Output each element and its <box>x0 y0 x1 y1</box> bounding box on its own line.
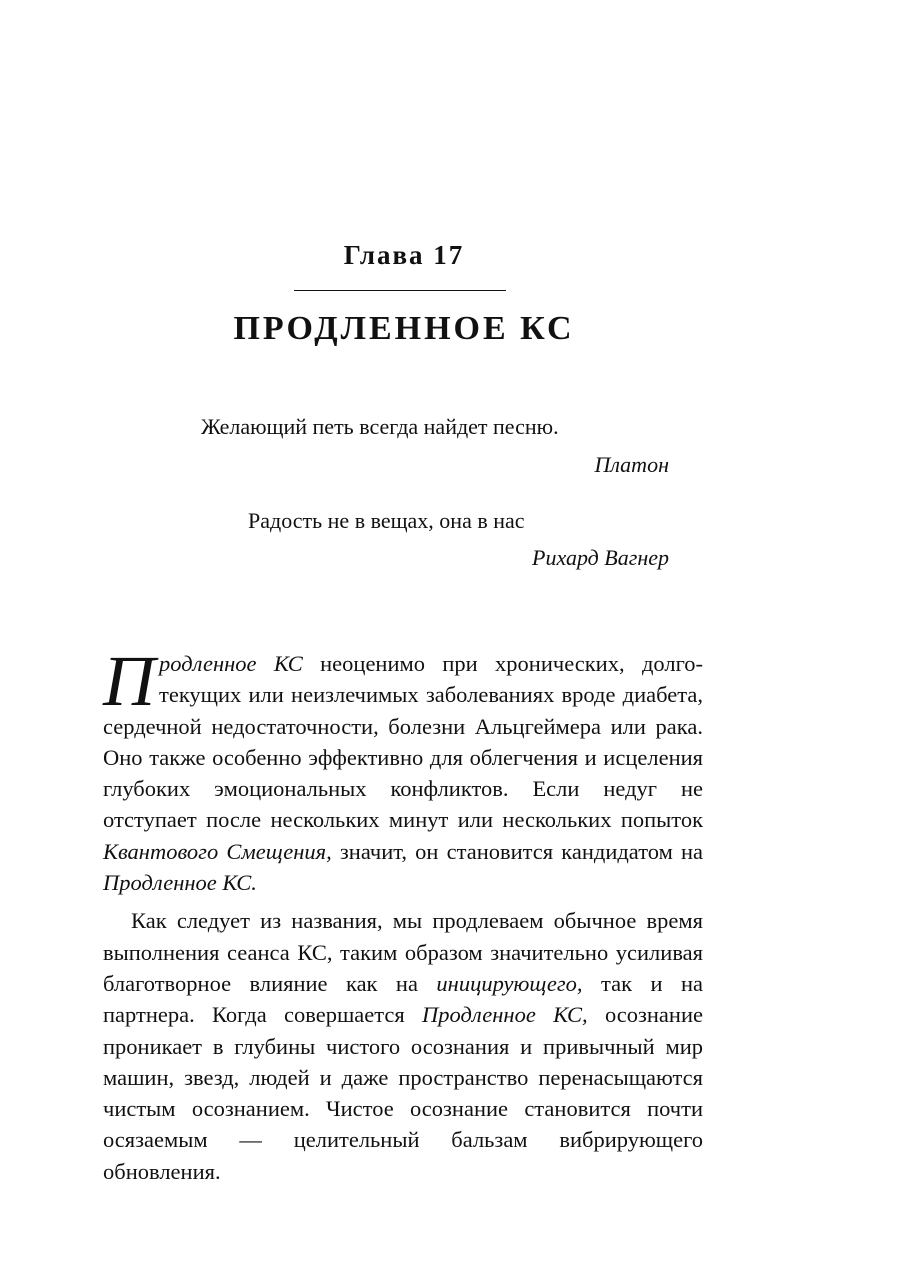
paragraph-2-text-c: осознание проникает в глубины чистого осознания и привычный мир машин, звезд, людей и даже пространство перенасыщаются чистым осознанием. Чистое осознание становится почти осязаемым — целительный бальзам вибрирующего обновления. <box>103 1002 703 1184</box>
chapter-title: ПРОДЛЕННОЕ КС <box>233 310 575 347</box>
term-extended-qs: родленное КС <box>159 651 303 676</box>
epigraph-author-2: Рихард Вагнер <box>532 545 669 570</box>
paragraph-2 <box>103 905 703 1187</box>
term-initiator: иницирующего, <box>436 970 583 996</box>
paragraph-2-text-a: Как следует из названия, мы продлеваем обычное время выполнения сеанса КС, таким образом значительно усиливая благотворное влияние как на <box>103 908 703 996</box>
term-extended-qs-3: Продленное КС, <box>422 1002 588 1028</box>
paragraph-2-text-b: так и на партнера. Когда совершается <box>103 970 703 1028</box>
paragraph-1-text-b: значит, он становится кандидатом на <box>331 838 703 864</box>
paragraph-1-text-a: неоценимо при хронических, долготекущих или неизлечимых заболеваниях вроде диабета, сердечной недостаточности, болезни Альцгеймера или рака. Оно также особенно эффективно для облегчения и исцеления глубоких эмоциональных конфликтов. Если недуг не отступает после нескольких минут или нескольких попыток <box>103 651 703 833</box>
paragraph-1 <box>103 641 703 898</box>
chapter-number: Глава 17 <box>343 240 465 270</box>
epigraph-quote-2: Радость не в вещах, она в нас <box>248 508 525 533</box>
epigraph-quote-1: Желающий петь всегда найдет песню. <box>201 414 559 439</box>
drop-cap: П <box>103 641 155 721</box>
chapter-divider <box>294 290 506 291</box>
term-extended-qs-2: Продленное КС. <box>103 870 257 896</box>
term-quantum-shift: Квантового Смещения, <box>103 838 332 864</box>
chapter-body <box>103 641 703 1187</box>
epigraph-author-1: Платон <box>594 452 669 477</box>
